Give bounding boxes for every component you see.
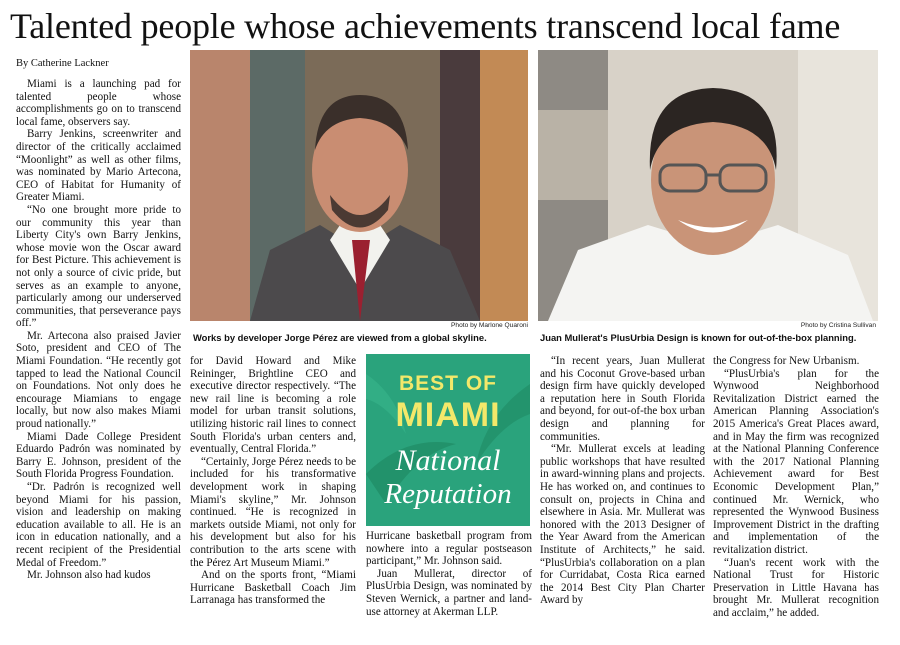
photo-caption-2: Juan Mullerat's PlusUrbia Design is known for out-of-the-box planning. <box>540 332 857 343</box>
column-1 <box>16 78 181 633</box>
badge-reputation: Reputation <box>384 478 512 510</box>
paragraph: Mr. Johnson also had kudos <box>27 569 151 582</box>
paragraph: Hurricane basketball program from nowhere into a regular postseason participant,” Mr. Johnson said. <box>366 530 532 568</box>
badge-miami: MIAMI <box>395 396 501 434</box>
paragraph: Miami Dade College President Eduardo Padrón was nominated by Barry E. Johnson, president of the South Florida Progress Foundation. <box>16 430 181 481</box>
paragraph: for David Howard and Mike Reininger, Brightline CEO and executive director respectively. “The new rail line is becoming a role model for urban transit solutions, utilizing historic rail lines to connect South Florida's urban centers and, eventually, Central Florida.” <box>190 355 356 456</box>
paragraph: And on the sports front, “Miami Hurricane Basketball Coach Jim Larranaga has transformed the <box>190 569 356 607</box>
paragraph: “PlusUrbia's plan for the Wynwood Neighborhood Revitalization District earned the American Planning Association's 2015 America's Great Places award, and in May the firm was recognized at the National Planning Conference with the 2017 National Planning Achievement award for Best Economic Development Plan,” continued Mr. Wernick, who represented the Wynwood Business Improvement District in the drafting and implementation of the revitalization district. <box>713 367 879 556</box>
paragraph: “Juan's recent work with the National Trust for Historic Preservation in Little Havana has brought Mr. Mullerat recognition and acclaim,” he added. <box>713 556 879 619</box>
paragraph: “No one brought more pride to our community this year than Liberty City's own Barry Jenkins, whose movie won the Oscar award for Best Picture. This achievement is not only a source of civic pride, but serves as an example to anyone, particularly among our underserved communities, that perseverance pays off.” <box>16 203 181 330</box>
byline: By Catherine Lackner <box>16 58 109 69</box>
headline: Talented people whose achievements transcend local fame <box>10 6 841 46</box>
photo-caption-1: Works by developer Jorge Pérez are viewed from a global skyline. <box>193 332 487 343</box>
photo-juan-mullerat <box>538 50 878 321</box>
column-4 <box>540 355 705 635</box>
paragraph: Mr. Artecona also praised Javier Soto, president and CEO of The Miami Foundation. “He recently got tapped to lead the National Council on Foundations. Not only does he encourage Miamians to engage locally, but now also makes Miami proud nationally.” <box>16 329 181 431</box>
paragraph: Miami is a launching pad for talented people whose accomplishments go on to transcend local fame, observers say. <box>16 78 181 128</box>
badge-best-of: BEST OF <box>398 372 497 395</box>
paragraph: Juan Mullerat, director of PlusUrbia Design, was nominated by Steven Wernick, a partner and land-use attorney at Akerman LLP. <box>366 567 532 618</box>
photo-jorge-perez <box>190 50 528 321</box>
paragraph: “Mr. Mullerat excels at leading public workshops that have resulted in award-winning plans and projects. He has worked on, and continues to consult on, projects in China and elsewhere in Asia. Mr. Mullerat was honored with the 2013 Designer of the Year Award from the American Institute of Architects,” he said. “PlusUrbia's collaboration on a plan for Curridabat, Costa Rica earned the 2014 Best City Plan Charter Award by <box>540 443 705 607</box>
column-3 <box>366 530 532 635</box>
paragraph: “In recent years, Juan Mullerat and his Coconut Grove-based urban design firm have quickly developed a reputation here in South Florida and beyond, for out-of-the box urban design and planning for communities. <box>540 355 705 443</box>
column-2 <box>190 355 356 635</box>
portrait-illustration-1 <box>190 50 528 321</box>
best-of-miami-badge <box>366 354 530 526</box>
portrait-illustration-2 <box>538 50 878 321</box>
paragraph: the Congress for New Urbanism. <box>713 355 860 367</box>
badge-national: National <box>395 444 501 477</box>
photo-credit-2: Photo by Cristina Sullivan <box>800 322 876 329</box>
paragraph: Barry Jenkins, screenwriter and director of the critically acclaimed “Moonlight” as well as other films, was nominated by Mario Artecona, CEO of Habitat for Humanity of Greater Miami. <box>16 128 181 204</box>
paragraph: “Certainly, Jorge Pérez needs to be included for his transformative development work in shaping Miami's skyline,” Mr. Johnson continued. “He is recognized in markets outside Miami, not only for his development but also for his contribution to the arts scene with the Pérez Art Museum Miami.” <box>190 455 356 569</box>
paragraph: “Dr. Padrón is recognized well beyond Miami for his passion, vision and leadership on making education available to all. He is an icon in education nationally, and a recent recipient of the Presidential Medal of Freedom.” <box>16 481 181 569</box>
column-5 <box>713 355 879 635</box>
photo-credit-1: Photo by Marlone Quaroni <box>451 322 528 329</box>
